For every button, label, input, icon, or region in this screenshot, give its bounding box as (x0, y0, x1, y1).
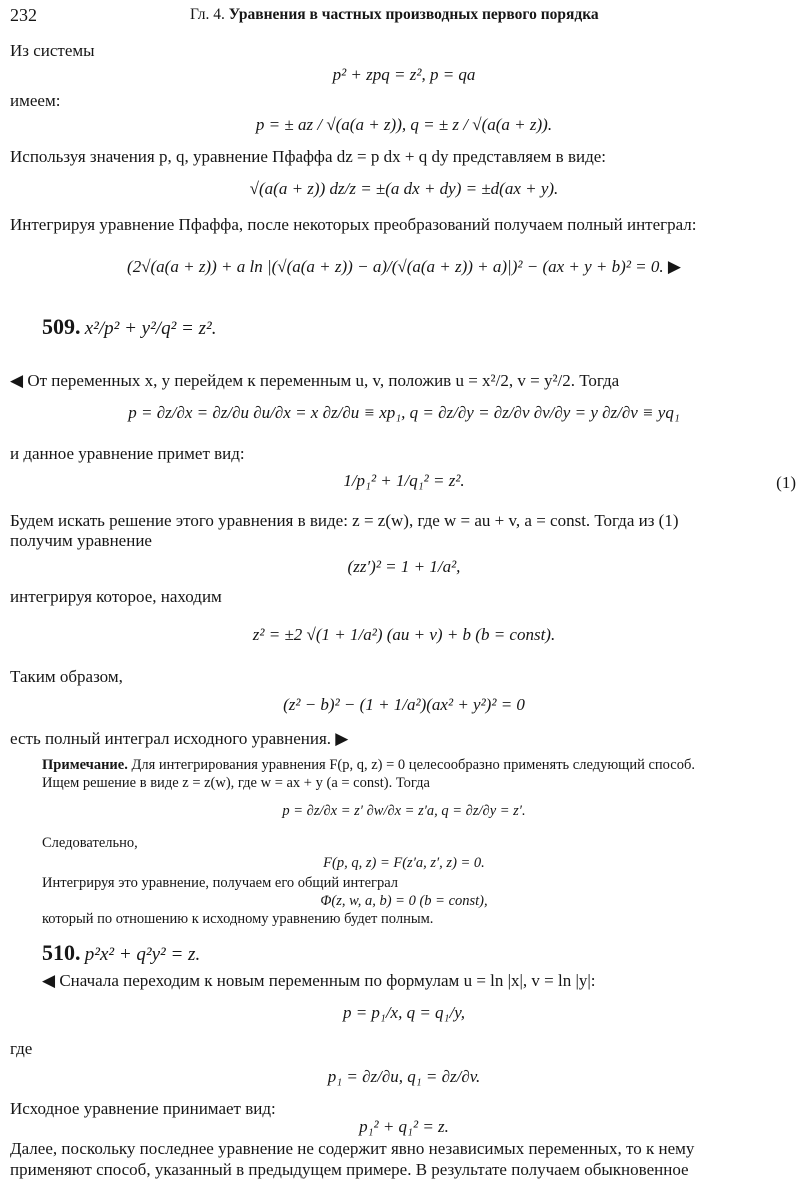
text-line: ◀ От переменных x, y перейдем к переменным u, v, положив u = x²/2, v = y²/2. Тогда (10, 371, 620, 390)
text-line: Используя значения p, q, уравнение Пфаффа dz = p dx + q dy представляем в виде: (10, 147, 606, 166)
remark-line: Следовательно, (42, 835, 138, 851)
problem-510-heading (42, 942, 200, 964)
equation-pq1: p = p₁/x, q = q₁/y, (342, 1003, 466, 1022)
text-line: Интегрируя уравнение Пфаффа, после некоторых преобразований получаем полный интеграл: (10, 215, 697, 234)
equation-pfaff: √(a(a + z)) dz/z = ±(a dx + dy) = ±d(ax + y). (249, 179, 559, 198)
equation-reduced: p₁² + q₁² = z. (359, 1117, 449, 1136)
problem-statement: p²x² + q²y² = z. (84, 944, 201, 965)
remark-line: Интегрируя это уравнение, получаем его общий интеграл (42, 875, 399, 891)
text-line: интегрируя которое, находим (10, 587, 222, 606)
problem-number: 510. (42, 940, 81, 965)
remark-line (42, 758, 695, 773)
text-line: Будем искать решение этого уравнения в виде: z = z(w), где w = au + v, a = const. Тогда из (1) (10, 511, 679, 530)
remark-equation: F(p, q, z) = F(z′a, z′, z) = 0. (323, 855, 485, 871)
equation-pq: p = ± az / √(a(a + z)), q = ± z / √(a(a + z)). (255, 115, 553, 134)
equation-full-integral: (2√(a(a + z)) + a ln |(√(a(a + z)) − a)/(√(a(a + z)) + a)|)² − (ax + y + b)² = 0. ▶ (127, 257, 681, 276)
text-line: применяют способ, указанный в предыдущем примере. В результате получаем обыкновенное (10, 1160, 689, 1179)
equation-label: (1) (776, 473, 796, 492)
problem-509-heading (42, 316, 216, 338)
text-line: Таким образом, (10, 667, 123, 686)
remark-line: который по отношению к исходному уравнению будет полным. (42, 911, 434, 927)
remark-label: Примечание. (42, 757, 128, 773)
chapter-label: Гл. 4. (190, 6, 225, 23)
problem-statement: x²/p² + y²/q² = z². (84, 318, 217, 339)
text-line: ◀ Сначала переходим к новым переменным по формулам u = ln |x|, v = ln |y|: (42, 971, 596, 990)
chapter-title: Уравнения в частных производных первого порядка (228, 6, 599, 23)
running-header (190, 7, 599, 23)
text-line: Из системы (10, 41, 95, 60)
text-line: Далее, поскольку последнее уравнение не содержит явно независимых переменных, то к нему (10, 1139, 695, 1158)
remark-text: Для интегрирования уравнения F(p, q, z) = 0 целесообразно применять следующий способ. (131, 757, 695, 773)
text-line: имеем: (10, 91, 61, 110)
text-line: Исходное уравнение принимает вид: (10, 1099, 276, 1118)
remark-line: Ищем решение в виде z = z(w), где w = ax + y (a = const). Тогда (42, 775, 430, 791)
equation-result: (z² − b)² − (1 + 1/a²)(ax² + y²)² = 0 (283, 695, 525, 714)
text-line: есть полный интеграл исходного уравнения. ▶ (10, 729, 349, 748)
remark-equation: p = ∂z/∂x = z′ ∂w/∂x = z′a, q = ∂z/∂y = z′. (282, 803, 526, 819)
text-line: получим уравнение (10, 531, 152, 550)
equation-system: p² + zpq = z², p = qa (332, 65, 476, 84)
text-line: где (10, 1039, 33, 1058)
equation-derivatives: p = ∂z/∂x = ∂z/∂u ∂u/∂x = x ∂z/∂u ≡ xp₁, q = ∂z/∂y = ∂z/∂v ∂v/∂y = y ∂z/∂v ≡ yq₁ (128, 403, 680, 422)
text-line: и данное уравнение примет вид: (10, 444, 245, 463)
equation-z2: z² = ±2 √(1 + 1/a²) (au + v) + b (b = const). (252, 625, 556, 644)
equation-1: 1/p₁² + 1/q₁² = z². (343, 471, 465, 490)
remark-equation: Φ(z, w, a, b) = 0 (b = const), (320, 893, 488, 909)
page-number: 232 (10, 5, 37, 25)
equation-partials: p₁ = ∂z/∂u, q₁ = ∂z/∂v. (327, 1067, 481, 1086)
equation-zz: (zz′)² = 1 + 1/a², (347, 557, 461, 576)
problem-number: 509. (42, 314, 81, 339)
